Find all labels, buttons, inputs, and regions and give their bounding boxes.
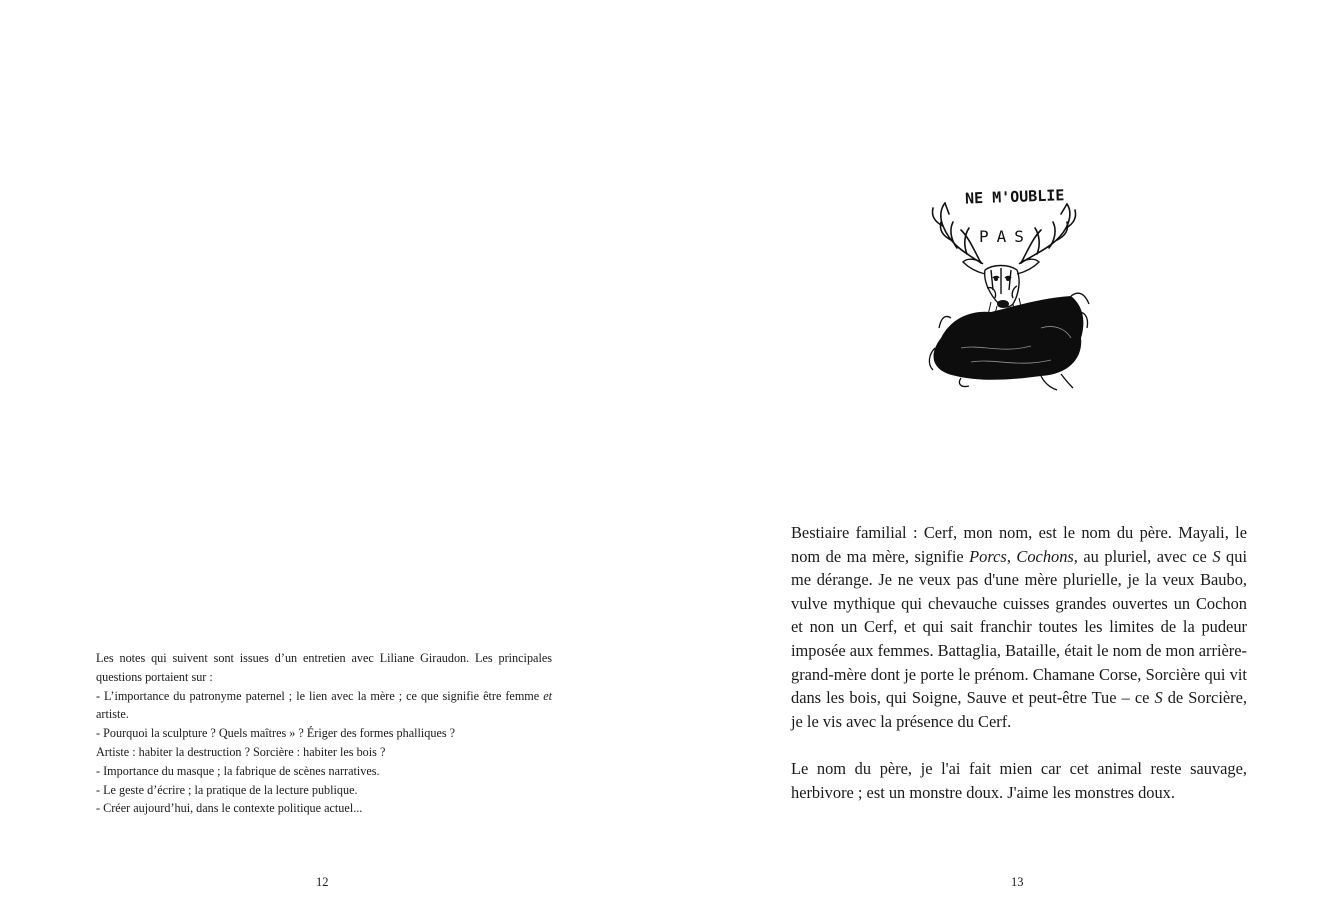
notes-item: - Pourquoi la sculpture ? Quels maîtres » ? Ériger des formes phalliques ? [96,726,456,741]
illustration-caption-line1: NE M'OUBLIE [964,186,1065,208]
notes-item-emphasis: et [543,688,552,703]
main-text [791,521,1247,804]
text-run: de Sorcière, je le vis avec la présence du Cerf. [791,688,1247,731]
text-emphasis: S [1212,546,1221,566]
illustration-caption-line2: PAS [979,227,1032,246]
notes-item-text: - L’importance du patronyme paternel ; le lien avec la mère ; ce que signifie être femme [96,688,544,703]
text-run: , [1006,546,1017,566]
page-number-right: 13 [1011,875,1024,889]
notes-item: - Le geste d’écrire ; la pratique de la lecture publique. [96,782,358,797]
notes-item: - Importance du masque ; la fabrique de scènes narratives. [96,763,380,778]
notes-item [96,687,552,725]
text-run: qui me dérange. Je ne veux pas d'une mère plurielle, je la veux Baubo, vulve mythique qui chevauche cuisses grandes ouvertes un Cochon et non un Cerf, et qui sait franchir toutes les limites de la pudeur imposée aux femmes. Battaglia, Bataille, était le nom de mon arrière-grand-mère dont je porte le prénom. Chamane Corse, Sorcière qui vit dans les bois, qui Soigne, Sauve et peut-être Tue – ce [791,546,1247,708]
notes-item: Artiste : habiter la destruction ? Sorcière : habiter les bois ? [96,744,386,759]
text-run: , au pluriel, avec ce [1073,546,1213,566]
notes-item-text: artiste. [96,707,129,722]
interview-notes [96,649,552,818]
page-number-left: 12 [316,875,329,889]
paragraph-nom-du-pere: Le nom du père, je l'ai fait mien car cet animal reste sauvage, herbivore ; est un monstre doux. J'aime les monstres doux. [791,758,1247,802]
text-run: Bestiaire familial : Cerf, mon nom, est le nom du père. Mayali, le nom de ma mère, signifie [791,523,1247,566]
right-page [671,0,1342,912]
text-emphasis: Cochons [1016,546,1074,566]
notes-item: - Créer aujourd’hui, dans le contexte politique actuel... [96,801,363,816]
paragraph-bestiaire [791,521,1247,733]
stag-drawing-icon [921,178,1091,393]
text-emphasis: S [1154,688,1163,708]
text-emphasis: Porcs [969,546,1007,566]
notes-intro: Les notes qui suivent sont issues d’un entretien avec Liliane Giraudon. Les principales questions portaient sur : [96,651,552,684]
